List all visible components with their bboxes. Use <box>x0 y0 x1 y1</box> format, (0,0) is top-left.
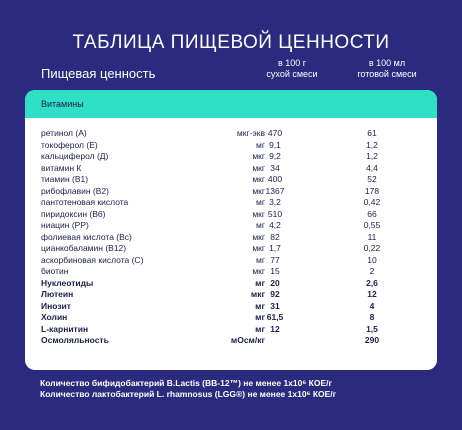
column-header-dry-line1: в 100 г <box>277 58 307 68</box>
nutrient-name: Лютеин <box>41 289 74 299</box>
nutrient-unit: мг <box>256 197 265 207</box>
footnote-bifidobacteria: Количество бифидобактерий B.Lactis (BB-12™) не менее 1х10⁶ КОЕ/г <box>40 378 333 388</box>
nutrient-unit: мг <box>255 277 265 288</box>
nutrient-name: ниацин (РР) <box>41 220 89 230</box>
value-ready: 178 <box>364 185 380 196</box>
nutrient-unit: мг <box>255 312 265 322</box>
nutrient-unit: мг <box>256 139 265 150</box>
value-dry: 1,7 <box>269 243 281 253</box>
column-header-ready-line2: готовой смеси <box>357 69 417 79</box>
table-row <box>25 197 437 209</box>
value-ready: 1,2 <box>366 139 378 150</box>
value-dry: 4,2 <box>269 220 281 230</box>
nutrient-name: Осмоляльность <box>41 335 109 345</box>
value-dry: 92 <box>270 289 280 299</box>
nutrient-name: кальциферол (Д) <box>41 151 109 161</box>
value-ready: 0,55 <box>363 220 381 230</box>
column-header-ready-line1: в 100 мл <box>368 58 406 68</box>
table-row <box>25 174 437 186</box>
nutrient-unit: мкг <box>252 174 265 184</box>
value-ready: 4,4 <box>366 162 378 173</box>
value-ready: 1,2 <box>366 151 378 161</box>
nutrient-unit: мкг <box>252 231 265 242</box>
value-ready: 0,22 <box>363 243 381 253</box>
value-dry: 9,1 <box>269 139 281 150</box>
nutrient-unit: мОсм/кг <box>230 335 265 345</box>
nutrient-unit: мг <box>256 220 265 230</box>
value-dry: 510 <box>267 208 283 219</box>
value-ready: 12 <box>367 289 377 299</box>
nutrient-name: биотин <box>41 266 69 276</box>
table-row <box>25 278 437 290</box>
value-dry: 1367 <box>265 185 285 196</box>
value-dry: 3,2 <box>269 197 281 207</box>
table-row <box>25 301 437 313</box>
value-dry: 20 <box>270 277 280 288</box>
value-dry: 82 <box>270 231 280 242</box>
table-row <box>25 255 437 267</box>
column-header-dry <box>252 58 332 80</box>
value-dry: 400 <box>267 174 283 184</box>
value-dry: 31 <box>270 300 280 311</box>
nutrient-name: пиридоксин (В6) <box>41 208 106 219</box>
nutrient-unit: мкг <box>252 151 265 161</box>
table-row <box>25 163 437 175</box>
nutrient-name: цианкобаламин (В12) <box>41 243 127 253</box>
table-row <box>25 324 437 336</box>
value-ready: 52 <box>367 174 377 184</box>
nutrient-unit: мг <box>255 300 265 311</box>
nutrient-name: тиамин (В1) <box>41 174 89 184</box>
value-dry: 61,5 <box>266 312 284 322</box>
table-row <box>25 312 437 324</box>
nutrient-unit: мкг <box>252 208 265 219</box>
value-dry: 34 <box>270 162 280 173</box>
value-dry: 470 <box>267 128 283 138</box>
table-row <box>25 289 437 301</box>
nutrient-name: аскорбиновая кислота (С) <box>41 254 144 265</box>
value-ready: 2 <box>369 266 375 276</box>
nutrient-unit: мкг-экв <box>236 128 265 138</box>
nutrient-unit: мг <box>255 323 265 334</box>
nutrient-name: пантотеновая кислота <box>41 197 129 207</box>
value-dry: 12 <box>270 323 280 334</box>
nutrition-table-card <box>25 90 437 370</box>
table-row <box>25 209 437 221</box>
table-row <box>25 151 437 163</box>
footnotes <box>40 378 336 400</box>
value-ready: 2,6 <box>366 277 378 288</box>
nutrient-name: Инозит <box>41 300 71 311</box>
table-row <box>25 220 437 232</box>
nutrient-name: Нуклеотиды <box>41 277 94 288</box>
value-ready: 290 <box>364 335 380 345</box>
page-title: ТАБЛИЦА ПИЩЕВОЙ ЦЕННОСТИ <box>72 32 390 53</box>
value-dry: 9,2 <box>269 151 281 161</box>
value-ready: 66 <box>367 208 377 219</box>
nutrient-name: ретинол (А) <box>41 128 87 138</box>
table-row <box>25 128 437 140</box>
table-row <box>25 186 437 198</box>
value-ready: 11 <box>367 231 377 242</box>
nutrient-unit: мкг <box>250 289 265 299</box>
value-dry: 77 <box>270 254 280 265</box>
value-ready: 10 <box>367 254 377 265</box>
nutrient-unit: мкг <box>252 266 265 276</box>
footnote-lactobacteria: Количество лактобактерий L. rhamnosus (LGG®) не менее 1х10⁶ КОЕ/г <box>40 389 337 399</box>
value-ready: 61 <box>367 128 377 138</box>
value-dry: 15 <box>270 266 280 276</box>
nutrient-unit: мг <box>256 254 265 265</box>
value-ready: 1,5 <box>366 323 378 334</box>
nutrient-name: витамин К <box>41 162 82 173</box>
value-ready: 8 <box>369 312 375 322</box>
section-band <box>25 90 437 118</box>
nutrition-rows <box>25 128 437 347</box>
table-row <box>25 266 437 278</box>
table-row <box>25 335 437 347</box>
column-header-dry-line2: сухой смеси <box>266 69 318 79</box>
header-label: Пищевая ценность <box>41 66 156 81</box>
value-ready: 4 <box>369 300 375 311</box>
nutrient-unit: мкг <box>252 162 265 173</box>
column-header-ready <box>347 58 427 80</box>
value-ready: 0,42 <box>363 197 381 207</box>
table-row <box>25 140 437 152</box>
nutrient-unit: мкг <box>252 243 265 253</box>
table-row <box>25 232 437 244</box>
nutrient-unit: мкг <box>252 185 265 196</box>
table-row <box>25 243 437 255</box>
nutrient-name: фолиевая кислота (Вс) <box>41 231 132 242</box>
section-label: Витамины <box>41 99 84 109</box>
nutrient-name: токоферол (Е) <box>41 139 98 150</box>
nutrient-name: L-карнитин <box>41 323 89 334</box>
nutrient-name: Холин <box>41 312 68 322</box>
nutrient-name: рибофлавин (В2) <box>41 185 109 196</box>
